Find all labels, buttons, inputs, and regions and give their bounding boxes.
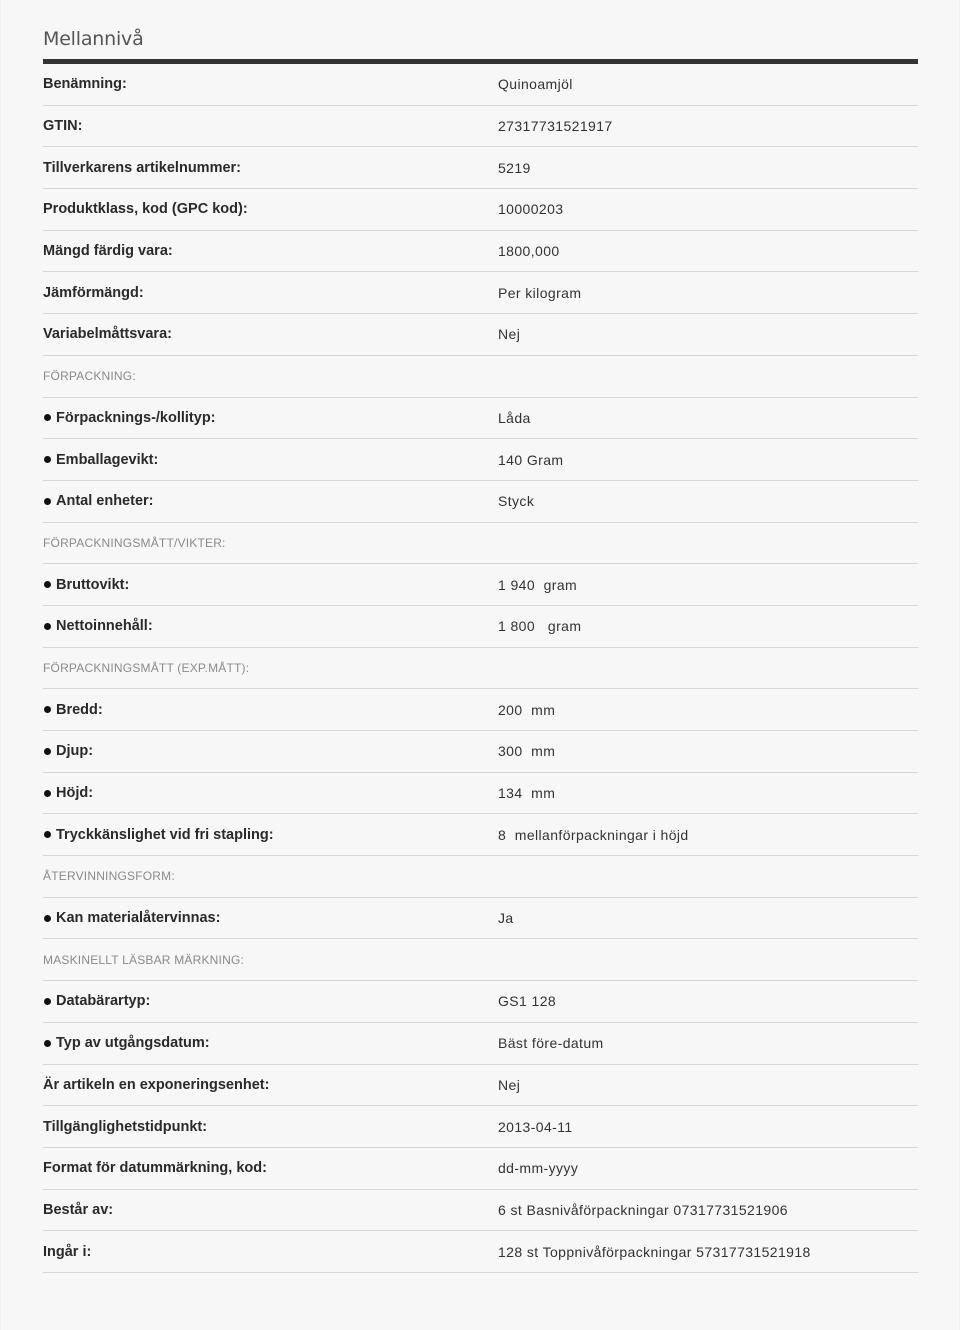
attribute-row [43,1106,918,1148]
section-header-row [43,648,918,690]
attribute-label: Förpacknings-/kollityp: [43,410,216,426]
attribute-value: GS1 128 [498,993,557,1010]
section-header-row [43,856,918,898]
attribute-row [43,147,918,189]
section-header-row [43,939,918,981]
attribute-label: Är artikeln en exponeringsenhet: [43,1076,270,1093]
attribute-value: Nej [498,326,521,343]
attribute-value: dd-mm-yyyy [498,1160,579,1177]
attribute-row [43,606,918,648]
section-title: MASKINELLT LÄSBAR MÄRKNING: [43,952,245,967]
attribute-value: 134 mm [498,785,556,802]
attribute-label: Kan materialåtervinnas: [43,910,220,926]
attribute-row [43,898,918,940]
attribute-label: Produktklass, kod (GPC kod): [43,201,248,218]
attribute-row [43,1065,918,1107]
attribute-row [43,773,918,815]
attribute-label: Djup: [43,743,93,759]
attribute-label: Jämförmängd: [43,284,144,301]
attribute-label: Antal enheter: [43,493,154,509]
attribute-label: Tryckkänslighet vid fri stapling: [43,827,274,843]
attribute-row [43,814,918,856]
attribute-value: Ja [498,910,514,927]
attribute-label: Bruttovikt: [43,577,129,593]
attribute-row [43,439,918,481]
attribute-label: Emballagevikt: [43,452,158,468]
attribute-row [43,1231,918,1273]
attribute-value: Bäst före-datum [498,1035,604,1052]
attribute-value: 8 mellanförpackningar i höjd [498,826,689,843]
attribute-value: 128 st Toppnivåförpackningar 57317731521918 [498,1243,811,1260]
attribute-label: Variabelmåttsvara: [43,326,172,343]
section-header-row [43,523,918,565]
attribute-row [43,314,918,356]
attribute-value: Styck [498,493,535,510]
attribute-label: Databärartyp: [43,993,150,1009]
attribute-label: Höjd: [43,785,93,801]
attribute-value: 1 940 gram [498,576,578,593]
attribute-value: 6 st Basnivåförpackningar 07317731521906 [498,1201,788,1218]
attribute-value: 140 Gram [498,451,564,468]
section-title: FÖRPACKNING: [43,369,136,384]
attribute-label: Benämning: [43,76,127,93]
attribute-value: 1800,000 [498,243,560,260]
product-attributes-table [43,64,918,1273]
attribute-value: Låda [498,409,531,426]
section-title: FÖRPACKNINGSMÅTT (EXP.MÅTT): [43,660,250,675]
attribute-value: 10000203 [498,201,564,218]
attribute-value: Nej [498,1076,521,1093]
attribute-row [43,981,918,1023]
attribute-label: Typ av utgångsdatum: [43,1035,210,1051]
attribute-label: Nettoinnehåll: [43,618,153,634]
section-header-row [43,356,918,398]
attribute-value: Quinoamjöl [498,76,573,93]
page-title: Mellannivå [43,28,144,50]
attribute-row [43,731,918,773]
attribute-label: Bredd: [43,702,103,718]
attribute-label: Tillgänglighetstidpunkt: [43,1118,208,1135]
section-title: ÅTERVINNINGSFORM: [43,869,175,884]
attribute-label: Ingår i: [43,1243,92,1260]
attribute-label: Tillverkarens artikelnummer: [43,159,241,176]
attribute-value: 27317731521917 [498,118,613,135]
attribute-row [43,106,918,148]
attribute-label: GTIN: [43,118,83,135]
attribute-value: 5219 [498,159,531,176]
attribute-row [43,689,918,731]
attribute-label: Består av: [43,1201,114,1218]
attribute-row [43,564,918,606]
attribute-label: Mängd färdig vara: [43,243,173,260]
attribute-value: 300 mm [498,743,556,760]
attribute-row [43,481,918,523]
attribute-row [43,1148,918,1190]
section-title: FÖRPACKNINGSMÅTT/VIKTER: [43,535,226,550]
product-info-page [1,0,959,1330]
attribute-row [43,1023,918,1065]
attribute-value: 1 800 gram [498,618,582,635]
attribute-row [43,1190,918,1232]
attribute-label: Format för datummärkning, kod: [43,1160,267,1177]
attribute-row [43,231,918,273]
attribute-row [43,189,918,231]
attribute-row [43,272,918,314]
attribute-value: 2013-04-11 [498,1118,573,1135]
attribute-value: Per kilogram [498,284,582,301]
attribute-value: 200 mm [498,701,556,718]
attribute-row [43,398,918,440]
attribute-row [43,64,918,106]
